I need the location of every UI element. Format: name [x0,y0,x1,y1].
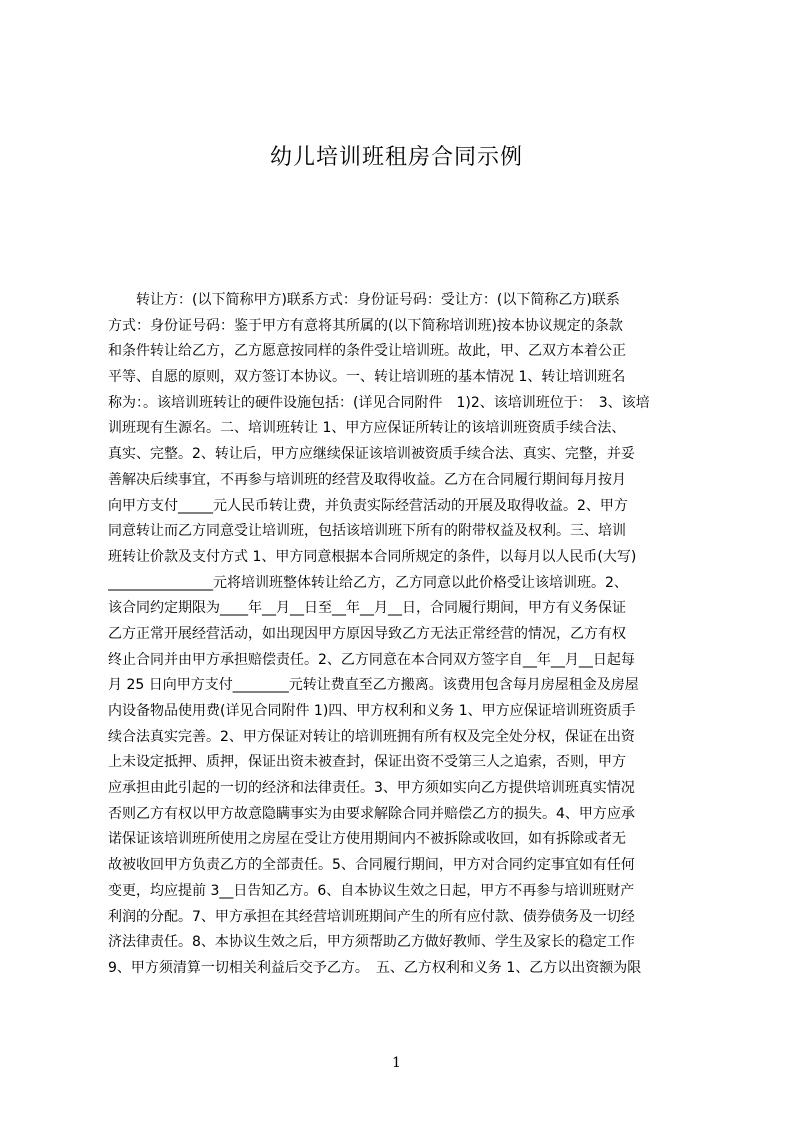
body-line: _______________元将培训班整体转让给乙方，乙方同意以此价格受让该培训班。2、 [108,574,628,591]
body-line: 和条件转让给乙方，乙方愿意按同样的条件受让培训班。故此，甲、乙双方本着公正 [108,343,626,360]
body-line: 转让方：(以下简称甲方)联系方式：身份证号码：受让方：(以下简称乙方)联系 [136,292,620,308]
body-line: 终止合同并由甲方承担赔偿责任。2、乙方同意在本合同双方签字自__年__月__日起每 [108,651,635,668]
body-line: 9、甲方须清算一切相关利益后交予乙方。 五、乙方权利和义务 1、乙方以出资额为限 [108,959,642,976]
body-line: 向甲方支付_____元人民币转让费，并负责实际经营活动的开展及取得收益。2、甲方 [108,497,628,514]
body-line: 真实、完整。2、转让后，甲方应继续保证该培训被资质手续合法、真实、完整，并妥 [108,446,635,463]
body-line: 方式：身份证号码：鉴于甲方有意将其所属的(以下简称培训班)按本协议规定的条款 [108,317,623,334]
body-line: 月 25 日向甲方支付________元转让费直至乙方搬离。该费用包含每月房屋租金及房屋 [108,677,639,694]
body-line: 故被收回甲方负责乙方的全部责任。5、合同履行期间，甲方对合同约定事宜如有任何 [108,857,635,874]
page-number: 1 [392,1055,401,1071]
body-line: 诺保证该培训班所使用之房屋在受让方使用期间内不被拆除或收回，如有拆除或者无 [108,831,626,848]
body-line: 否则乙方有权以甲方故意隐瞒事实为由要求解除合同并赔偿乙方的损失。4、甲方应承 [108,805,635,822]
body-line: 续合法真实完善。2、甲方保证对转让的培训班拥有所有权及完全处分权，保证在出资 [108,728,635,745]
body-line: 同意转让而乙方同意受让培训班，包括该培训班下所有的附带权益及权利。三、培训 [108,523,626,540]
body-line: 变更，均应提前 3__日告知乙方。6、自本协议生效之日起，甲方不再参与培训班财产 [108,882,635,899]
document-body [108,288,698,1010]
document-title: 幼儿培训班租房合同示例 [269,145,523,170]
body-line: 济法律责任。8、本协议生效之后，甲方须帮助乙方做好教师、学生及家长的稳定工作 [108,934,635,951]
body-line: 平等、自愿的原则，双方签订本协议。一、转让培训班的基本情况 1、转让培训班名 [108,369,626,386]
body-line: 上未设定抵押、质押，保证出资未被查封，保证出资不受第三人之追索，否则，甲方 [108,754,626,771]
body-line: 内设备物品使用费(详见合同附件 1)四、甲方权利和义务 1、甲方应保证培训班资质手 [108,703,636,719]
body-line: 利润的分配。7、甲方承担在其经营培训班期间产生的所有应付款、债券债务及一切经 [108,908,635,925]
body-line: 善解决后续事宜，不再参与培训班的经营及取得收益。乙方在合同履行期间每月按月 [108,471,626,488]
body-line: 训班现有生源名。二、培训班转让 1、甲方应保证所转让的该培训班资质手续合法、 [108,420,626,437]
body-line: 乙方正常开展经营活动，如出现因甲方原因导致乙方无法正常经营的情况，乙方有权 [108,625,626,642]
body-line: 称为：。该培训班转让的硬件设施包括：(详见合同附件 1)2、该培训班位于： 3、该培 [108,394,650,411]
body-line: 该合同约定期限为____年__月__日至__年__月__日，合同履行期间，甲方有义务保证 [108,600,626,617]
body-line: 班转让价款及支付方式 1、甲方同意根据本合同所规定的条件，以每月以人民币(大写) [108,548,637,565]
body-line: 应承担由此引起的一切的经济和法律责任。3、甲方须如实向乙方提供培训班真实情况 [108,780,635,797]
